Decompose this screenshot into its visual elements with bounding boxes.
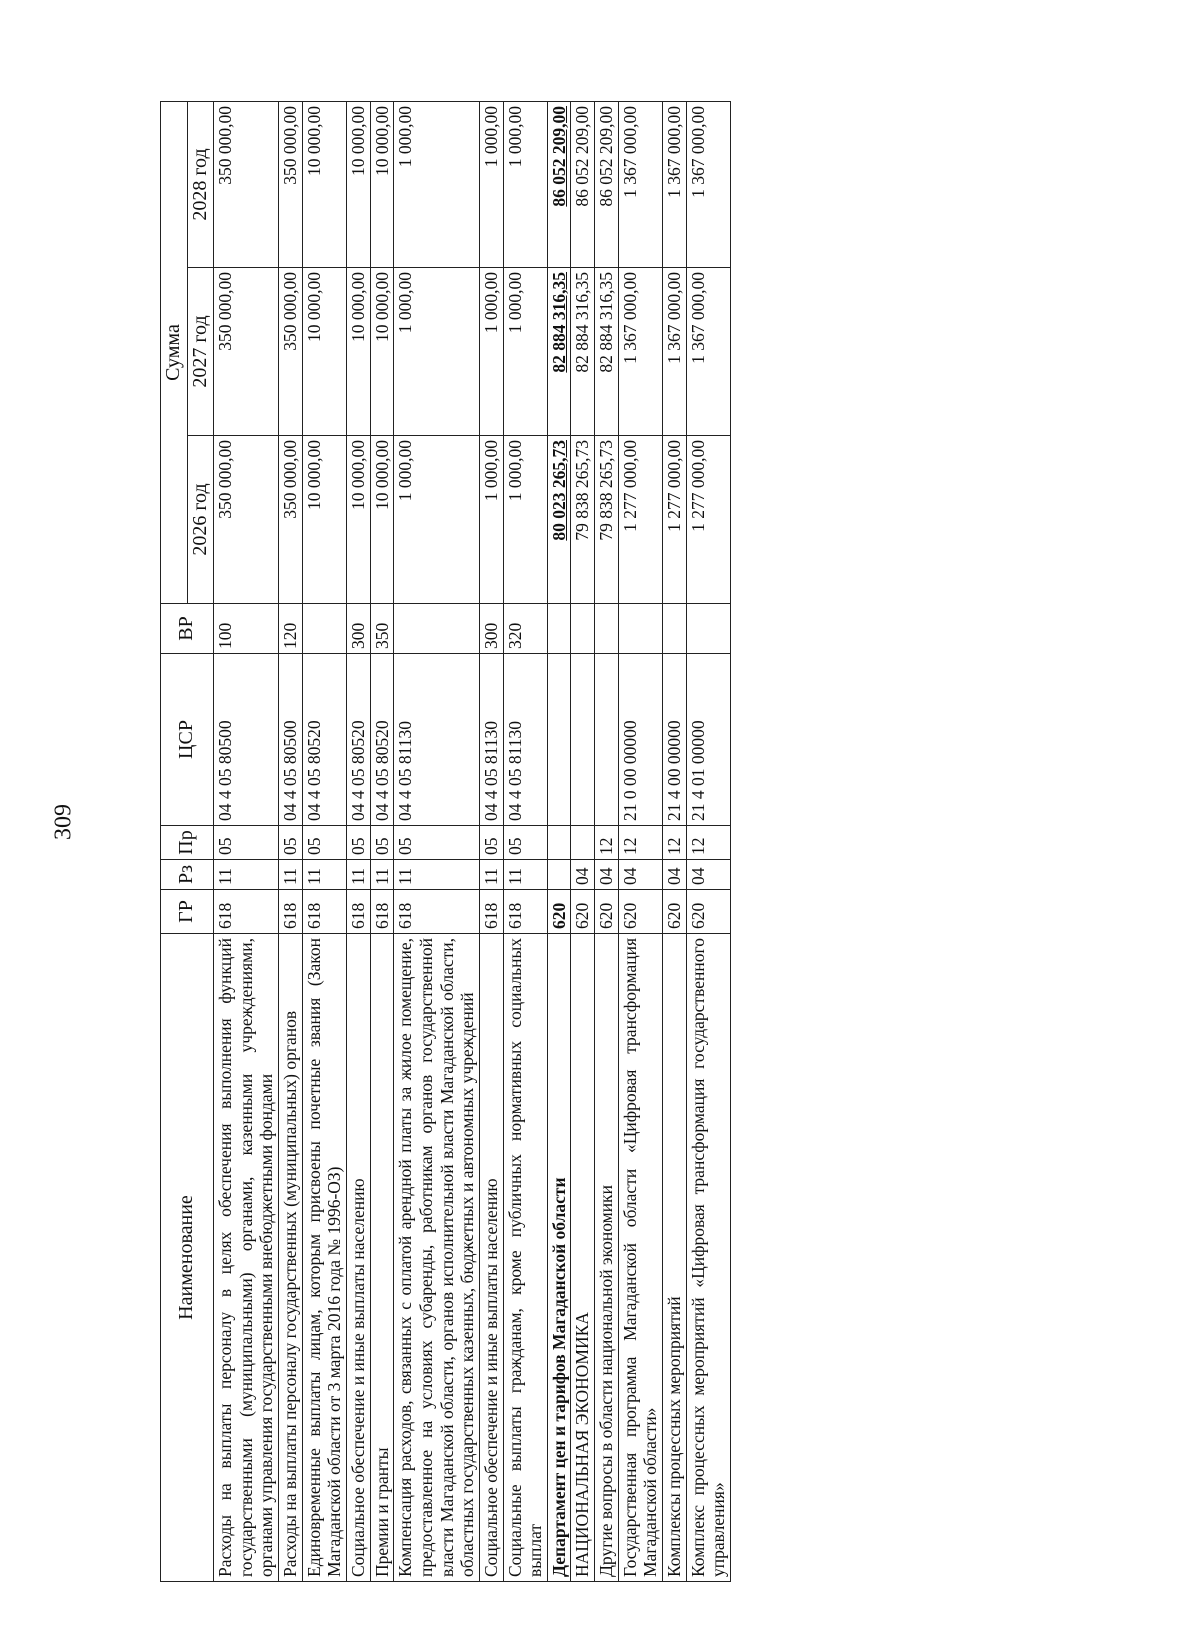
table-row: [479, 101, 503, 1581]
cell-2026: 79 838 265,73: [571, 436, 595, 604]
cell-vr: [618, 604, 662, 654]
cell-pr: 05: [302, 826, 346, 860]
cell-name: Единовременные выплаты лицам, которым присвоены почетные звания (Закон Магаданской области от 3 марта 2016 года № 1996-ОЗ): [302, 934, 346, 1582]
cell-csr: 04 4 05 80500: [214, 654, 279, 826]
cell-pr: [571, 826, 595, 860]
table-row: [571, 101, 595, 1581]
cell-2027: 10 000,00: [302, 268, 346, 436]
cell-gr: 618: [503, 890, 547, 934]
cell-rz: 11: [302, 860, 346, 890]
cell-2028: 86 052 209,00: [547, 101, 571, 267]
cell-gr: 620: [547, 890, 571, 934]
header-2026: 2026 год: [187, 436, 214, 604]
cell-2026: 1 000,00: [479, 436, 503, 604]
cell-2026: 350 000,00: [214, 436, 279, 604]
header-2027: 2027 год: [187, 268, 214, 436]
cell-2027: 82 884 316,35: [595, 268, 619, 436]
cell-2027: 1 000,00: [479, 268, 503, 436]
cell-vr: [571, 604, 595, 654]
cell-2027: 1 000,00: [394, 268, 480, 436]
cell-gr: 618: [394, 890, 480, 934]
cell-2027: 1 367 000,00: [618, 268, 662, 436]
cell-csr: [571, 654, 595, 826]
cell-csr: 04 4 05 80520: [370, 654, 394, 826]
table-row: [595, 101, 619, 1581]
cell-csr: [547, 654, 571, 826]
cell-rz: 04: [571, 860, 595, 890]
cell-2026: 1 000,00: [394, 436, 480, 604]
cell-2028: 350 000,00: [214, 101, 279, 267]
cell-2026: 1 277 000,00: [686, 436, 730, 604]
table-row: [663, 101, 687, 1581]
cell-rz: 04: [618, 860, 662, 890]
cell-vr: [595, 604, 619, 654]
cell-rz: 11: [394, 860, 480, 890]
cell-name: Премии и гранты: [370, 934, 394, 1582]
cell-name: Государственная программа Магаданской области «Цифровая трансформация Магаданской области»: [618, 934, 662, 1582]
cell-2028: 1 000,00: [503, 101, 547, 267]
cell-csr: 04 4 05 80500: [279, 654, 303, 826]
cell-gr: 620: [595, 890, 619, 934]
cell-pr: 05: [394, 826, 480, 860]
table-row: [686, 101, 730, 1581]
cell-vr: 120: [279, 604, 303, 654]
cell-name: Другие вопросы в области национальной экономики: [595, 934, 619, 1582]
cell-gr: 620: [571, 890, 595, 934]
cell-2027: 1 000,00: [503, 268, 547, 436]
cell-gr: 620: [663, 890, 687, 934]
cell-rz: 04: [663, 860, 687, 890]
cell-vr: 100: [214, 604, 279, 654]
cell-2028: 1 367 000,00: [618, 101, 662, 267]
cell-pr: 12: [663, 826, 687, 860]
cell-2028: 1 000,00: [479, 101, 503, 267]
cell-gr: 620: [686, 890, 730, 934]
cell-2026: 350 000,00: [279, 436, 303, 604]
cell-pr: 05: [279, 826, 303, 860]
cell-gr: 618: [302, 890, 346, 934]
cell-pr: 12: [686, 826, 730, 860]
cell-2028: 10 000,00: [347, 101, 371, 267]
table-row: [370, 101, 394, 1581]
cell-2028: 350 000,00: [279, 101, 303, 267]
cell-rz: 04: [595, 860, 619, 890]
cell-vr: 350: [370, 604, 394, 654]
cell-vr: [302, 604, 346, 654]
table-row: [503, 101, 547, 1581]
cell-name: Расходы на выплаты персоналу государственных (муниципальных) органов: [279, 934, 303, 1582]
cell-rz: [547, 860, 571, 890]
budget-table: [160, 101, 731, 1582]
cell-rz: 11: [279, 860, 303, 890]
header-vr: ВР: [161, 604, 214, 654]
cell-pr: 05: [347, 826, 371, 860]
header-csr: ЦСР: [161, 654, 214, 826]
cell-name: НАЦИОНАЛЬНАЯ ЭКОНОМИКА: [571, 934, 595, 1582]
cell-2027: 82 884 316,35: [571, 268, 595, 436]
cell-name: Социальное обеспечение и иные выплаты населению: [347, 934, 371, 1582]
cell-2026: 1 000,00: [503, 436, 547, 604]
cell-2026: 10 000,00: [347, 436, 371, 604]
cell-rz: 11: [214, 860, 279, 890]
cell-gr: 620: [618, 890, 662, 934]
cell-rz: 04: [686, 860, 730, 890]
cell-pr: 05: [503, 826, 547, 860]
cell-2026: 1 277 000,00: [618, 436, 662, 604]
cell-2026: 80 023 265,73: [547, 436, 571, 604]
cell-csr: 04 4 05 81130: [503, 654, 547, 826]
cell-pr: 12: [618, 826, 662, 860]
cell-csr: 04 4 05 81130: [394, 654, 480, 826]
cell-csr: 04 4 05 80520: [347, 654, 371, 826]
cell-vr: [663, 604, 687, 654]
table-row: [547, 101, 571, 1581]
table-row: [302, 101, 346, 1581]
cell-csr: 21 4 01 00000: [686, 654, 730, 826]
cell-2028: 86 052 209,00: [595, 101, 619, 267]
cell-2028: 86 052 209,00: [571, 101, 595, 267]
cell-name: Социальное обеспечение и иные выплаты населению: [479, 934, 503, 1582]
header-rz: Рз: [161, 860, 214, 890]
cell-2028: 1 000,00: [394, 101, 480, 267]
table-row: [347, 101, 371, 1581]
cell-2027: 350 000,00: [279, 268, 303, 436]
cell-csr: [595, 654, 619, 826]
cell-csr: 04 4 05 81130: [479, 654, 503, 826]
cell-2026: 10 000,00: [370, 436, 394, 604]
cell-2028: 1 367 000,00: [663, 101, 687, 267]
cell-2027: 350 000,00: [214, 268, 279, 436]
table-row: [279, 101, 303, 1581]
cell-name: Расходы на выплаты персоналу в целях обеспечения выполнения функций государственными (муниципальными) органами, казенными учреждениями, органами управления государственными внебюджетными фондами: [214, 934, 279, 1582]
cell-pr: 05: [479, 826, 503, 860]
table-body: [214, 101, 731, 1581]
cell-vr: 320: [503, 604, 547, 654]
cell-pr: 05: [214, 826, 279, 860]
cell-rz: 11: [503, 860, 547, 890]
cell-name: Комплексы процессных мероприятий: [663, 934, 687, 1582]
cell-2028: 10 000,00: [370, 101, 394, 267]
table-row: [214, 101, 279, 1581]
cell-name: Компенсация расходов, связанных с оплатой арендной платы за жилое помещение, предоставленное на условиях субаренды, работникам органов государственной власти Магаданской области, органов исполнительной власти Магаданской области, областных государственных казенных, бюджетных и автономных учреждений: [394, 934, 480, 1582]
cell-gr: 618: [370, 890, 394, 934]
cell-rz: 11: [347, 860, 371, 890]
cell-vr: 300: [479, 604, 503, 654]
header-pr: Пр: [161, 826, 214, 860]
table-header-row: [161, 101, 188, 1581]
cell-gr: 618: [347, 890, 371, 934]
cell-2027: 1 367 000,00: [686, 268, 730, 436]
cell-rz: 11: [370, 860, 394, 890]
cell-vr: [547, 604, 571, 654]
cell-name: Департамент цен и тарифов Магаданской области: [547, 934, 571, 1582]
cell-2027: 82 884 316,35: [547, 268, 571, 436]
header-gr: ГР: [161, 890, 214, 934]
cell-gr: 618: [279, 890, 303, 934]
cell-name: Социальные выплаты гражданам, кроме публичных нормативных социальных выплат: [503, 934, 547, 1582]
cell-name: Комплекс процессных мероприятий «Цифровая трансформация государственного управления»: [686, 934, 730, 1582]
cell-csr: 04 4 05 80520: [302, 654, 346, 826]
table-row: [618, 101, 662, 1581]
cell-csr: 21 0 00 00000: [618, 654, 662, 826]
cell-pr: [547, 826, 571, 860]
cell-pr: 12: [595, 826, 619, 860]
cell-2026: 10 000,00: [302, 436, 346, 604]
cell-2026: 79 838 265,73: [595, 436, 619, 604]
cell-2027: 1 367 000,00: [663, 268, 687, 436]
cell-csr: 21 4 00 00000: [663, 654, 687, 826]
table-row: [394, 101, 480, 1581]
cell-vr: 300: [347, 604, 371, 654]
cell-2027: 10 000,00: [370, 268, 394, 436]
page-number: 309: [50, 804, 77, 840]
cell-rz: 11: [479, 860, 503, 890]
rotated-table-container: [160, 102, 1060, 1582]
cell-gr: 618: [214, 890, 279, 934]
cell-vr: [394, 604, 480, 654]
header-2028: 2028 год: [187, 101, 214, 267]
cell-pr: 05: [370, 826, 394, 860]
header-name: Наименование: [161, 934, 214, 1582]
cell-2026: 1 277 000,00: [663, 436, 687, 604]
header-sum: Сумма: [161, 101, 188, 603]
cell-2028: 1 367 000,00: [686, 101, 730, 267]
cell-vr: [686, 604, 730, 654]
cell-2028: 10 000,00: [302, 101, 346, 267]
cell-gr: 618: [479, 890, 503, 934]
cell-2027: 10 000,00: [347, 268, 371, 436]
